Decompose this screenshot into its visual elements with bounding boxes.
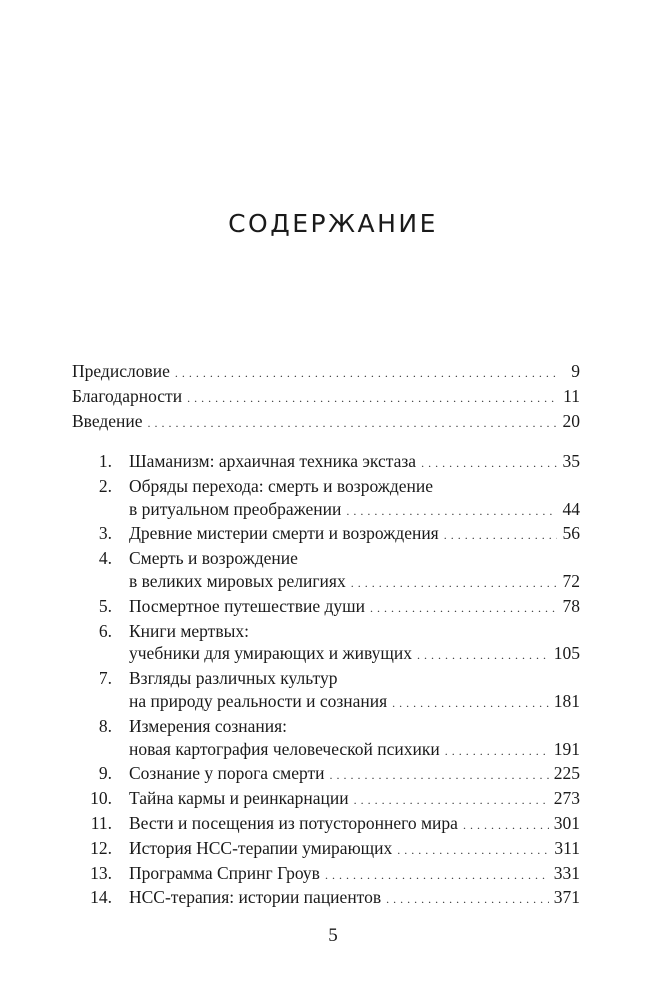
dot-leader (445, 738, 549, 763)
toc-chapters (72, 450, 580, 911)
toc-entry-title: Посмертное путешествие души (129, 595, 365, 616)
toc-entry-body (129, 886, 580, 911)
toc-entry (72, 385, 580, 410)
dot-leader (330, 762, 549, 787)
toc-entry-body (129, 862, 580, 887)
toc-entry-line (72, 385, 580, 410)
toc-chapter-number: 9. (98, 763, 112, 784)
toc-entry (72, 475, 580, 523)
toc-entry (72, 787, 580, 812)
toc-entry-body (129, 475, 580, 523)
toc-chapter-number: 11. (90, 812, 112, 833)
toc-entry (72, 620, 580, 668)
toc-page-number: 78 (562, 595, 580, 616)
toc-entry-title: История НСС-терапии умирающих (129, 837, 393, 858)
toc-entry-title: Сознание у порога смерти (129, 763, 325, 784)
toc-entry-body (129, 667, 580, 715)
toc-entry (72, 837, 580, 862)
toc-entry (72, 522, 580, 547)
toc-entry-body (129, 715, 580, 763)
toc-entry (72, 667, 580, 715)
toc-entry-title: в ритуальном преображении (129, 498, 342, 519)
toc-chapter-number: 1. (98, 451, 112, 471)
toc-page-number: 72 (562, 570, 580, 591)
toc-page-number: 11 (563, 385, 580, 406)
toc-entry-line (129, 862, 580, 887)
toc-entry-title: Смерть и возрождение (129, 548, 298, 569)
toc-entry (72, 547, 580, 595)
toc-page-number: 225 (553, 763, 580, 784)
toc-entry-title: Древние мистерии смерти и возрождения (129, 523, 439, 544)
toc-entry-line (129, 762, 580, 787)
toc-entry-body (72, 410, 580, 435)
toc-page-number: 56 (562, 523, 580, 544)
dot-leader (148, 410, 557, 435)
toc-page-number: 20 (562, 410, 580, 431)
toc-chapter-number: 6. (98, 620, 112, 641)
dot-leader (392, 690, 549, 715)
toc-chapter-number: 5. (98, 595, 112, 616)
toc-entry-title: Измерения сознания: (129, 715, 288, 736)
toc-entry-body (129, 547, 580, 595)
toc-entry-line (129, 498, 580, 523)
dot-leader (354, 787, 549, 812)
toc-page-number: 191 (553, 738, 580, 759)
toc-page-number: 371 (553, 887, 580, 908)
toc-entry-body (129, 595, 580, 620)
toc-entry-line (129, 886, 580, 911)
toc-front-matter (72, 360, 580, 434)
dot-leader (463, 812, 549, 837)
toc-entry-body (129, 620, 580, 668)
toc-entry-line (129, 522, 580, 547)
dot-leader (351, 570, 557, 595)
toc-chapter-number: 4. (98, 548, 112, 569)
toc-entry (72, 360, 580, 385)
toc-page-number: 273 (553, 788, 580, 809)
toc-entry (72, 762, 580, 787)
dot-leader (346, 498, 557, 523)
toc-chapter-number: 2. (98, 475, 112, 496)
toc-entry-title: Введение (72, 410, 143, 431)
toc-chapter-number: 7. (98, 668, 112, 689)
toc-entry (72, 715, 580, 763)
toc-chapter-number: 12. (90, 837, 112, 858)
dot-leader (175, 360, 557, 385)
toc-entry-title: Вести и посещения из потустороннего мира (129, 812, 458, 833)
toc-chapter-number: 10. (90, 788, 112, 809)
toc-page-number: 301 (553, 812, 580, 833)
toc-entry-line (129, 787, 580, 812)
toc-page-number: 9 (571, 361, 580, 381)
toc-entry-line (129, 642, 580, 667)
toc-entry-line (129, 595, 580, 620)
toc-entry-body (129, 812, 580, 837)
toc-entry (72, 812, 580, 837)
toc-page-number: 105 (553, 643, 580, 664)
dot-leader (444, 522, 557, 547)
dot-leader (325, 862, 549, 887)
toc-entry-line (129, 450, 580, 475)
toc-chapter-number: 3. (98, 523, 112, 544)
toc-entry-line (72, 360, 580, 385)
dot-leader (397, 837, 549, 862)
dot-leader (417, 642, 549, 667)
toc-page-number: 44 (562, 498, 580, 519)
page-title: СОДЕРЖАНИЕ (228, 209, 438, 238)
toc-chapter-number: 8. (98, 715, 112, 736)
toc-entry-body (129, 787, 580, 812)
toc-page-number: 311 (554, 837, 580, 858)
toc-entry (72, 450, 580, 475)
toc-entry-body (72, 360, 580, 385)
toc-page-number: 35 (562, 451, 580, 471)
toc-page-number: 181 (553, 690, 580, 711)
dot-leader (370, 595, 557, 620)
toc-entry-line (129, 837, 580, 862)
toc-entry-title: НСС-терапия: истории пациентов (129, 887, 382, 908)
toc-entry (72, 886, 580, 911)
toc-entry-body (129, 762, 580, 787)
toc-entry-line (129, 738, 580, 763)
toc-entry-body (129, 522, 580, 547)
toc-entry-body (129, 837, 580, 862)
toc-entry-body (129, 450, 580, 475)
toc-entry (72, 862, 580, 887)
toc-entry-title: в великих мировых религиях (129, 570, 346, 591)
toc-entry-title: Предисловие (72, 361, 170, 381)
toc-entry-title: новая картография человеческой психики (129, 738, 440, 759)
toc-entry-title: Тайна кармы и реинкарнации (129, 788, 349, 809)
dot-leader (386, 886, 549, 911)
toc-chapter-number: 13. (90, 862, 112, 883)
toc-entry-title: Программа Спринг Гроув (129, 862, 320, 883)
toc-entry-title: учебники для умирающих и живущих (129, 643, 412, 664)
toc-entry-line (72, 410, 580, 435)
toc-entry-title: на природу реальности и сознания (129, 690, 388, 711)
toc-entry-body (72, 385, 580, 410)
toc-entry-line (129, 570, 580, 595)
toc-entry-title: Шаманизм: архаичная техника экстаза (129, 451, 417, 471)
toc-page-number: 331 (553, 862, 580, 883)
dot-leader (421, 450, 557, 475)
toc-entry-title: Обряды перехода: смерть и возрождение (129, 475, 434, 496)
toc-entry (72, 595, 580, 620)
toc-entry-title: Книги мертвых: (129, 620, 249, 641)
toc-entry-line (129, 690, 580, 715)
toc-chapter-number: 14. (90, 887, 112, 908)
toc-entry-title: Взгляды различных культур (129, 668, 338, 689)
toc-entry-title: Благодарности (72, 385, 183, 406)
page-number: 5 (328, 925, 338, 946)
toc-entry (72, 410, 580, 435)
toc-entry-line (129, 812, 580, 837)
dot-leader (187, 385, 557, 410)
